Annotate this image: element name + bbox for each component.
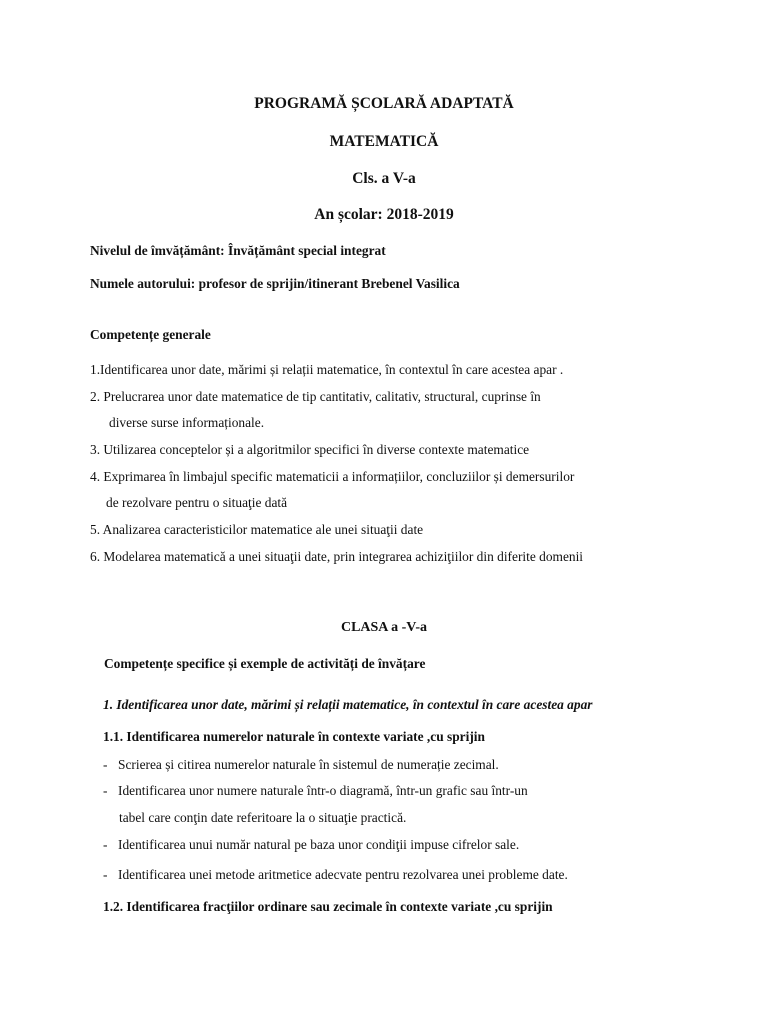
specific-competences-heading: Competențe specifice și exemple de activități de învățare [104, 656, 426, 671]
list-dash: - [103, 783, 108, 798]
general-competence-item: 6. Modelarea matematică a unei situaţii date, prin integrarea achiziţiilor din diferite domenii [90, 549, 584, 564]
class-section-heading: CLASA a -V-a [340, 620, 428, 635]
list-item-text: Scrierea și citirea numerelor naturale în sistemul de numerație zecimal. [118, 757, 499, 772]
list-dash: - [103, 867, 108, 882]
list-item-continued: tabel care conţin date referitoare la o situaţie practică. [119, 810, 407, 825]
document-title: PROGRAMĂ ȘCOLARĂ ADAPTATĂ [254, 95, 514, 112]
list-item-text: Identificarea unui număr natural pe baza unor condiţii impuse cifrelor sale. [118, 837, 520, 852]
general-competence-item: 1.Identificarea unor date, mărimi și relații matematice, în contextul în care acestea apar . [90, 362, 564, 377]
general-competence-item: 5. Analizarea caracteristicilor matematice ale unei situaţii date [90, 522, 424, 537]
list-dash: - [103, 837, 108, 852]
list-dash: - [103, 757, 108, 772]
competence-1-heading: 1. Identificarea unor date, mărimi și relații matematice, în contextul în care acestea apar [103, 697, 593, 712]
general-competences-heading: Competențe generale [90, 327, 211, 342]
general-competence-item-continued: de rezolvare pentru o situaţie dată [106, 495, 288, 510]
list-item-text: Identificarea unor numere naturale într-o diagramă, într-un grafic sau într-un [118, 783, 528, 798]
subcompetence-1-2: 1.2. Identificarea fracţiilor ordinare sau zecimale în contexte variate ,cu sprijin [103, 899, 553, 914]
class-title: Cls. a V-a [352, 170, 416, 187]
subcompetence-1-1: 1.1. Identificarea numerelor naturale în contexte variate ,cu sprijin [103, 729, 485, 744]
education-level: Nivelul de îmvățământ: Învățământ special integrat [90, 243, 386, 258]
general-competence-item: 4. Exprimarea în limbajul specific matematicii a informațiilor, concluziilor și demersurilor [90, 469, 575, 484]
subject-title: MATEMATICĂ [329, 133, 439, 150]
list-item-text: Identificarea unei metode aritmetice adecvate pentru rezolvarea unei probleme date. [118, 867, 568, 882]
general-competence-item: 3. Utilizarea conceptelor și a algoritmilor specifici în diverse contexte matematice [90, 442, 530, 457]
school-year: An școlar: 2018-2019 [314, 206, 454, 223]
general-competence-item: 2. Prelucrarea unor date matematice de tip cantitativ, calitativ, structural, cuprinse în [90, 389, 541, 404]
author-line: Numele autorului: profesor de sprijin/itinerant Brebenel Vasilica [90, 276, 460, 291]
general-competence-item-continued: diverse surse informaționale. [109, 415, 265, 430]
